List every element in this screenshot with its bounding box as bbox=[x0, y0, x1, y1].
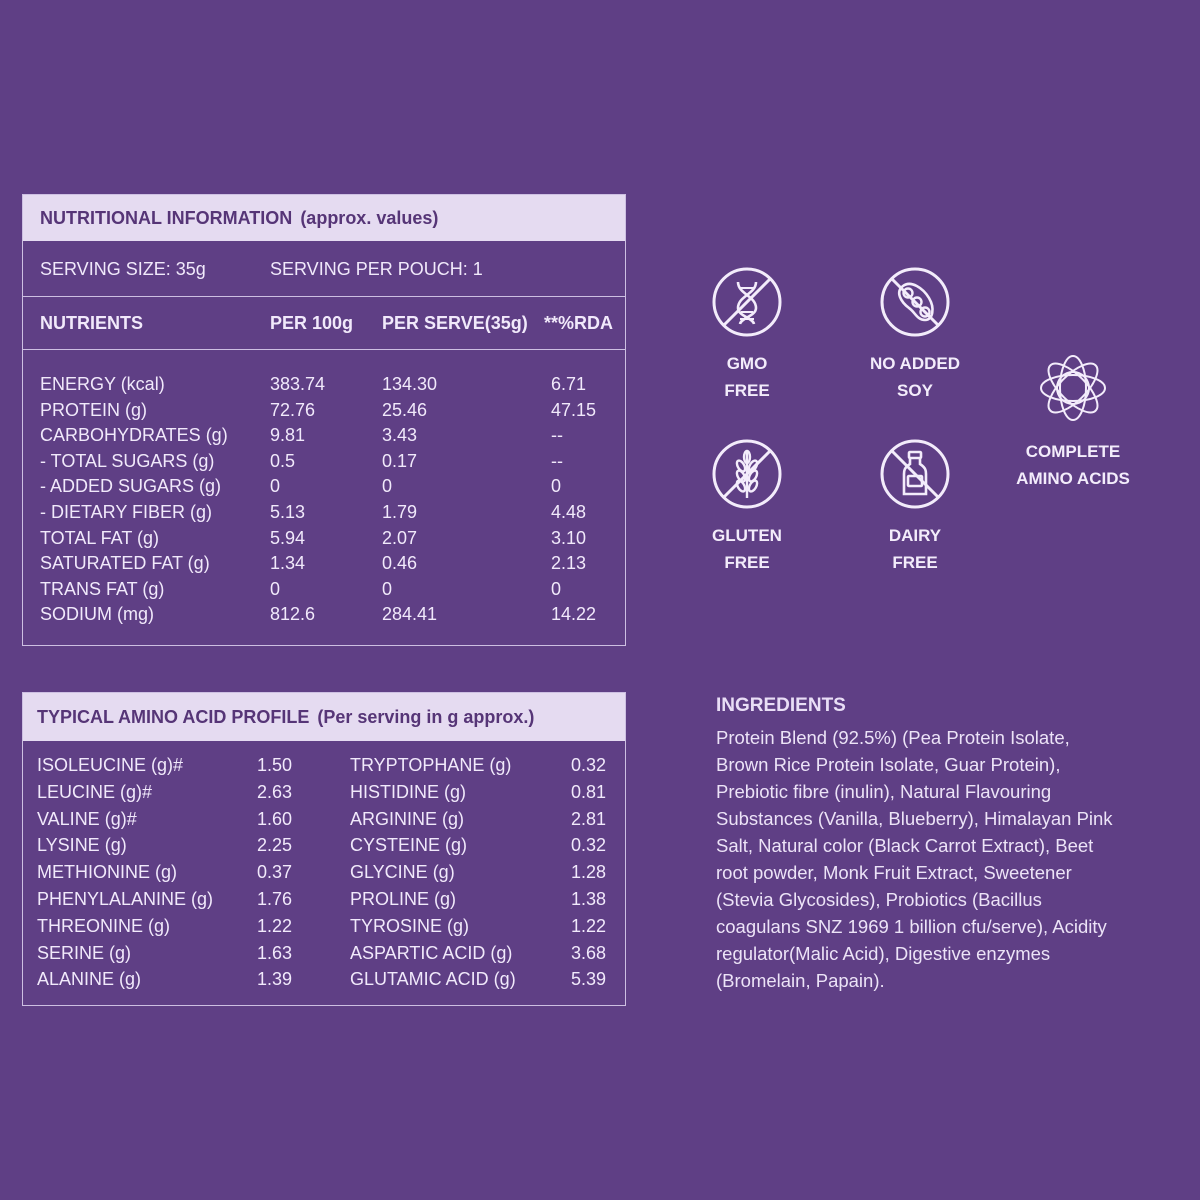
rda-value: 0 bbox=[551, 476, 562, 497]
per-serve-value: 0.17 bbox=[382, 450, 418, 471]
nutrition-subtitle: (approx. values) bbox=[300, 207, 439, 228]
rda-value: 2.13 bbox=[551, 553, 587, 574]
nutrient-name: TOTAL FAT (g) bbox=[40, 527, 160, 548]
amino-title: TYPICAL AMINO ACID PROFILE bbox=[37, 706, 310, 727]
amino-name: ISOLEUCINE (g)# bbox=[37, 755, 184, 775]
per-100g-value: 72.76 bbox=[270, 399, 316, 420]
table-row bbox=[23, 835, 625, 861]
amino-name: GLYCINE (g) bbox=[350, 862, 455, 883]
nutrient-name: PROTEIN (g) bbox=[40, 399, 148, 420]
ingredients-section bbox=[716, 692, 1116, 994]
amino-value: 0.32 bbox=[571, 835, 607, 856]
table-row bbox=[23, 809, 625, 835]
nutrition-column-headers bbox=[23, 296, 625, 350]
rda-value: -- bbox=[551, 425, 563, 446]
per-100g-value: 0.5 bbox=[270, 450, 296, 471]
nutrient-name: SODIUM (mg) bbox=[40, 604, 154, 625]
amino-name: HISTIDINE (g) bbox=[350, 781, 467, 802]
soybean-crossed-icon bbox=[879, 266, 951, 338]
table-row bbox=[23, 579, 625, 605]
nutrition-table bbox=[22, 194, 626, 646]
amino-name: ARGININE (g) bbox=[350, 808, 465, 829]
amino-value: 5.39 bbox=[571, 969, 607, 990]
per-100g-value: 5.94 bbox=[270, 527, 306, 548]
per-100g-value: 383.74 bbox=[270, 374, 326, 394]
rda-value: 0 bbox=[551, 578, 562, 599]
rda-value: 4.48 bbox=[551, 502, 587, 522]
amino-name: ASPARTIC ACID (g) bbox=[350, 942, 513, 963]
per-100g-value: 5.13 bbox=[270, 502, 306, 522]
per-serve-value: 284.41 bbox=[382, 604, 438, 625]
badge-amino-line1: COMPLETE bbox=[1025, 442, 1121, 461]
amino-value: 2.63 bbox=[257, 781, 293, 802]
milk-bottle-crossed-icon bbox=[879, 438, 951, 510]
per-100g-value: 1.34 bbox=[270, 553, 306, 574]
column-header-per-serve: PER SERVE(35g) bbox=[382, 313, 528, 333]
badge-gluten-free bbox=[662, 438, 832, 576]
amino-value: 1.63 bbox=[257, 942, 293, 963]
amino-value: 0.37 bbox=[257, 862, 293, 883]
nutrient-name: - DIETARY FIBER (g) bbox=[40, 502, 213, 522]
amino-value: 1.38 bbox=[571, 889, 607, 909]
badge-dairy-line1: DAIRY bbox=[888, 526, 942, 545]
amino-name: LYSINE (g) bbox=[37, 835, 127, 856]
amino-name: TYROSINE (g) bbox=[350, 915, 470, 936]
amino-name: PROLINE (g) bbox=[350, 889, 457, 909]
per-100g-value: 812.6 bbox=[270, 604, 316, 625]
rda-value: -- bbox=[551, 450, 563, 471]
badge-gluten-line1: GLUTEN bbox=[712, 526, 782, 545]
amino-value: 0.81 bbox=[571, 781, 607, 802]
dna-crossed-icon bbox=[711, 266, 783, 338]
serving-per-pouch: SERVING PER POUCH: 1 bbox=[270, 259, 483, 279]
amino-value: 1.60 bbox=[257, 808, 293, 829]
badge-complete-amino-acids bbox=[988, 352, 1158, 492]
badge-gluten-line2: FREE bbox=[724, 553, 770, 572]
amino-name: CYSTEINE (g) bbox=[350, 835, 468, 856]
amino-subtitle: (Per serving in g approx.) bbox=[317, 706, 535, 727]
ingredients-text: Protein Blend (92.5%) (Pea Protein Isolate, Brown Rice Protein Isolate, Guar Protein), Prebiotic fibre (inulin), Natural Flavouring Substances (Vanilla, Blueberry), Himalayan Pink Salt, Natural color (Black Carrot Extract), Beet root powder, Monk Fruit Extract, Sweetener (Stevia Glycosides), Probiotics (Bacillus coagulans SNZ 1969 1 billion cfu/serve), Acidity regulator(Malic Acid), Digestive enzymes (Bromelain, Papain). bbox=[716, 727, 1113, 991]
column-header-rda: **%RDA bbox=[544, 313, 614, 333]
per-100g-value: 9.81 bbox=[270, 425, 306, 446]
table-row bbox=[23, 755, 625, 781]
table-row bbox=[23, 425, 625, 451]
amino-value: 1.28 bbox=[571, 862, 607, 883]
amino-name: SERINE (g) bbox=[37, 942, 132, 963]
column-header-per-100g: PER 100g bbox=[270, 313, 354, 333]
table-row bbox=[23, 374, 625, 400]
amino-name: PHENYLALANINE (g) bbox=[37, 889, 214, 909]
amino-value: 1.76 bbox=[257, 889, 293, 909]
per-serve-value: 134.30 bbox=[382, 374, 438, 394]
table-row bbox=[23, 502, 625, 528]
badge-dairy-free bbox=[830, 438, 1000, 576]
badge-soy-line1: NO ADDED bbox=[869, 354, 961, 373]
table-row bbox=[23, 476, 625, 502]
badge-no-added-soy bbox=[830, 266, 1000, 404]
wheat-crossed-icon bbox=[711, 438, 783, 510]
nutrient-name: - TOTAL SUGARS (g) bbox=[40, 450, 215, 471]
table-row bbox=[23, 782, 625, 808]
table-row bbox=[23, 862, 625, 888]
amino-value: 1.22 bbox=[257, 915, 293, 936]
nutrient-name: TRANS FAT (g) bbox=[40, 578, 165, 599]
rda-value: 6.71 bbox=[551, 374, 587, 394]
amino-name: LEUCINE (g)# bbox=[37, 781, 153, 802]
per-100g-value: 0 bbox=[270, 578, 281, 599]
badge-soy-line2: SOY bbox=[897, 381, 933, 400]
table-row bbox=[23, 528, 625, 554]
amino-name: THREONINE (g) bbox=[37, 915, 171, 936]
serving-size: SERVING SIZE: 35g bbox=[40, 259, 206, 279]
nutrition-header bbox=[23, 195, 625, 241]
rda-value: 47.15 bbox=[551, 399, 597, 420]
table-row bbox=[23, 400, 625, 426]
badge-gmo-free bbox=[662, 266, 832, 404]
amino-value: 2.81 bbox=[571, 808, 607, 829]
amino-name: METHIONINE (g) bbox=[37, 862, 178, 883]
atom-orbit-icon bbox=[1037, 352, 1109, 424]
per-serve-value: 2.07 bbox=[382, 527, 418, 548]
rda-value: 3.10 bbox=[551, 527, 587, 548]
amino-name: TRYPTOPHANE (g) bbox=[350, 755, 512, 775]
per-serve-value: 3.43 bbox=[382, 425, 418, 446]
nutrient-name: SATURATED FAT (g) bbox=[40, 553, 210, 574]
per-serve-value: 0 bbox=[382, 578, 393, 599]
per-serve-value: 0 bbox=[382, 476, 393, 497]
badge-dairy-line2: FREE bbox=[892, 553, 938, 572]
amino-header bbox=[23, 693, 625, 741]
nutrition-title: NUTRITIONAL INFORMATION bbox=[40, 207, 293, 228]
table-row bbox=[23, 969, 625, 995]
column-header-nutrients: NUTRIENTS bbox=[40, 313, 143, 333]
amino-value: 3.68 bbox=[571, 942, 607, 963]
badge-gmo-line1: GMO bbox=[726, 354, 768, 373]
amino-value: 0.32 bbox=[571, 755, 607, 775]
rda-value: 14.22 bbox=[551, 604, 597, 625]
badge-amino-line2: AMINO ACIDS bbox=[1016, 469, 1130, 488]
per-serve-value: 1.79 bbox=[382, 502, 418, 522]
amino-name: GLUTAMIC ACID (g) bbox=[350, 969, 516, 990]
table-row bbox=[23, 916, 625, 942]
amino-value: 1.22 bbox=[571, 915, 607, 936]
table-row bbox=[23, 451, 625, 477]
amino-acid-table bbox=[22, 692, 626, 1006]
nutrient-name: ENERGY (kcal) bbox=[40, 374, 165, 394]
table-row bbox=[23, 604, 625, 630]
nutrient-name: - ADDED SUGARS (g) bbox=[40, 476, 222, 497]
ingredients-title: INGREDIENTS bbox=[716, 695, 846, 716]
per-serve-value: 25.46 bbox=[382, 399, 428, 420]
per-100g-value: 0 bbox=[270, 476, 281, 497]
per-serve-value: 0.46 bbox=[382, 553, 418, 574]
amino-value: 1.39 bbox=[257, 969, 293, 990]
amino-name: ALANINE (g) bbox=[37, 969, 142, 990]
table-row bbox=[23, 943, 625, 969]
serving-info bbox=[23, 241, 625, 297]
table-row bbox=[23, 553, 625, 579]
badge-gmo-line2: FREE bbox=[724, 381, 770, 400]
nutrient-name: CARBOHYDRATES (g) bbox=[40, 425, 228, 446]
amino-value: 1.50 bbox=[257, 755, 293, 775]
amino-value: 2.25 bbox=[257, 835, 293, 856]
table-row bbox=[23, 889, 625, 915]
amino-name: VALINE (g)# bbox=[37, 808, 137, 829]
